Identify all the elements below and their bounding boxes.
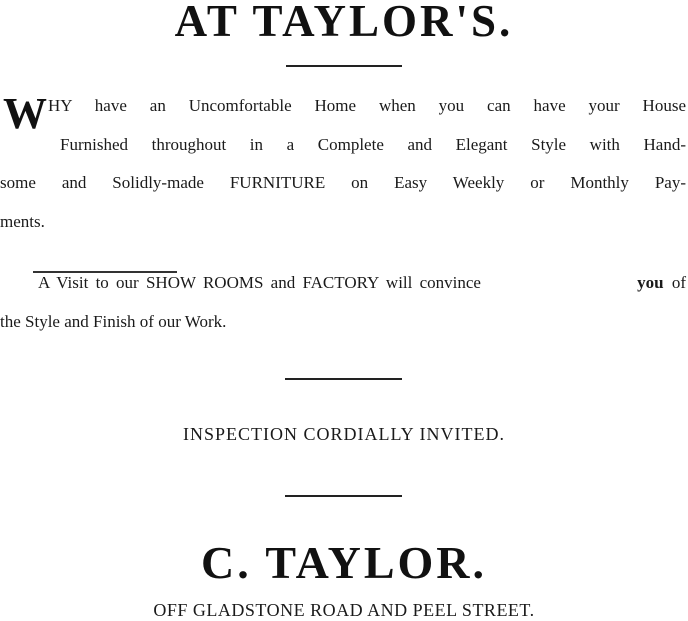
- intro-line-3: some and Solidly-made FURNITURE on Easy Weekly or Monthly Pay-: [0, 173, 686, 192]
- headline-rule: [286, 65, 402, 67]
- visit-of: of: [671, 273, 686, 292]
- visit-line-1: [38, 273, 686, 293]
- invitation-text: INSPECTION CORDIALLY INVITED.: [182, 424, 505, 444]
- proprietor-name: C. TAYLOR.: [200, 537, 488, 588]
- visit-line-1-end: [637, 273, 686, 293]
- visit-line-1-text: A Visit to our SHOW ROOMS and FACTORY will convince: [38, 273, 481, 292]
- divider-rule-2: [285, 495, 402, 497]
- visit-you: you: [637, 273, 664, 292]
- intro-line-2: Furnished throughout in a Complete and Elegant Style with Hand-: [60, 135, 686, 154]
- drop-cap: W: [3, 89, 47, 138]
- intro-line-1: HY have an Uncomfortable Home when you can have your House: [48, 96, 686, 115]
- business-address: OFF GLADSTONE ROAD AND PEEL STREET.: [153, 600, 535, 620]
- divider-rule-1: [285, 378, 402, 380]
- ad-headline: AT TAYLOR'S.: [174, 0, 514, 46]
- visit-line-2: the Style and Finish of our Work.: [0, 312, 227, 331]
- intro-line-4: ments.: [0, 212, 45, 231]
